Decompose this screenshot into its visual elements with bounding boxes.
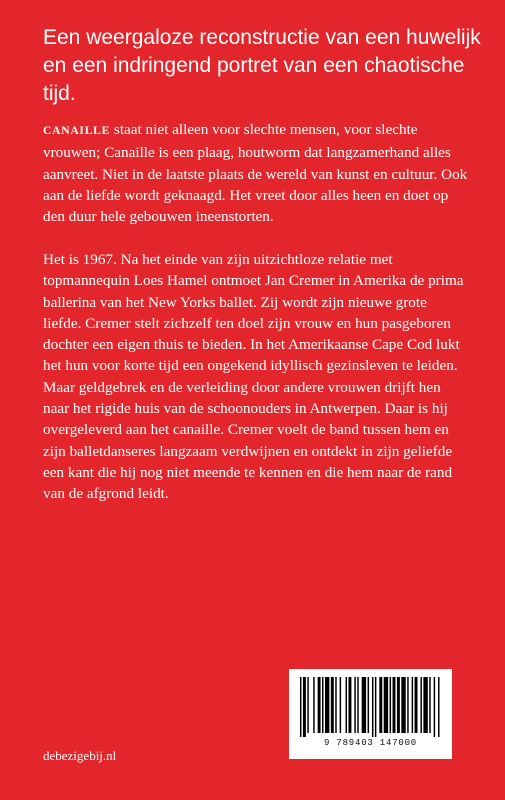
barcode-icon [300,677,441,737]
barcode-label [289,669,452,759]
barcode-bar [300,677,301,737]
barcode-bar [397,677,400,733]
barcode-bar [372,677,373,737]
barcode-bar [423,677,427,733]
description-paragraph-2: Het is 1967. Na het einde van zijn uitzichtloze relatie met topmannequin Loes Hamel ontmoet Jan Cremer in Amerika de prima ballerina van het New Yorks ballet. Zij wordt zijn nieuwe grote liefde. Cremer stelt zichzelf ten doel zijn vrouw en hun pasgeboren dochter een eigen thuis te bieden. In het Amerikaanse Cape Cod lukt het hun voor korte tijd een ongekend idyllisch gezinsleven te leiden. Maar geldgebrek en de verleiding door andere vrouwen drijft hen naar het rigide huis van de schoonouders in Antwerpen. Daar is hij overgeleverd aan het canaille. Cremer voelt de band tussen hem en zijn balletdanseres langzaam verdwijnen en ontdekt in zijn geliefde een kant die hij nog niet meende te kennen en die hem naar de rand van de afgrond leidt. [43,251,464,503]
barcode-bar [429,677,430,733]
barcode-bar [331,677,334,733]
barcode-bar [313,677,314,733]
barcode-bar [322,677,323,733]
barcode-bar [362,677,366,733]
barcode-bar [415,677,418,733]
barcode-bar [318,677,321,733]
barcode-bar [340,677,341,733]
barcode-bar [438,677,439,737]
barcode-bar [379,677,382,733]
barcode-bar [434,677,435,737]
barcode-bar [357,677,358,733]
barcode-bar [346,677,347,733]
barcode-bar [375,677,376,737]
barcode-bar [368,677,369,733]
barcode-bar [354,677,355,733]
barcode-bar [303,677,306,737]
barcode-bar [307,677,308,733]
barcode-bar [401,677,405,733]
barcode-bar [412,677,413,733]
barcode-bar [393,677,396,733]
barcode-bar [390,677,391,733]
barcode-bar [325,677,329,733]
title-smallcaps: CANAILLE [43,125,111,137]
headline: Een weergaloze reconstructie van een huwelijk en een indringend portret van een chaotische tijd. [43,26,481,105]
barcode-bar [348,677,351,733]
description-paragraph-1 [43,119,468,227]
barcode-bar [335,677,336,733]
barcode-bar [384,677,388,733]
barcode-bar [420,677,421,733]
isbn-number: 9 789403 147000 [323,738,417,748]
barcode-bar [407,677,408,733]
publisher-website: debezigebij.nl [43,748,117,763]
description-paragraph-1-text: staat niet alleen voor slechte mensen, voor slechte vrouwen; Canaille is een plaag, houtworm dat langzamerhand alles aanvreet. Niet in de laatste plaats de wereld van kunst en cultuur. Ook aan de liefde wordt geknaagd. Het vreet door alles heen en doet op den duur hele gebouwen ineenstorten. [43,121,468,226]
